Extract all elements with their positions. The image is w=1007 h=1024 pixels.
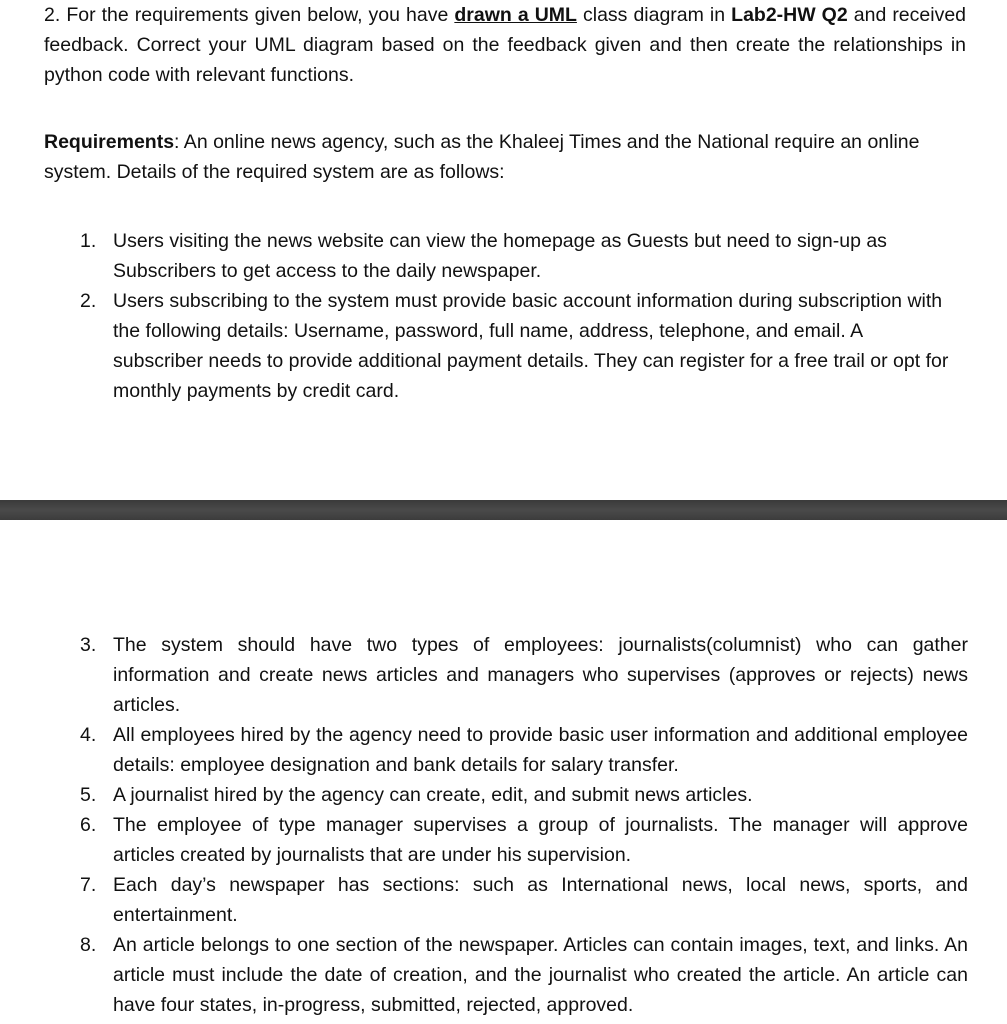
question-number: 2.	[44, 4, 61, 26]
question-intro-start: For the requirements given below, you have	[66, 4, 449, 26]
list-item	[0, 870, 968, 930]
item-text: The employee of type manager supervises a group of journalists. The manager will approve articles created by journalists that are under his supervision.	[113, 814, 968, 866]
item-number: 5.	[80, 784, 97, 806]
item-number: 3.	[80, 634, 97, 656]
requirements-list-part-2	[0, 630, 968, 1020]
list-item	[0, 720, 968, 780]
item-number: 1.	[80, 230, 97, 252]
item-number: 2.	[80, 290, 97, 312]
item-text: All employees hired by the agency need to provide basic user information and additional employee details: employee designation and bank details for salary transfer.	[113, 724, 968, 776]
question-paragraph	[44, 1, 966, 90]
uml-link-text: drawn a UML	[454, 4, 577, 26]
item-text: A journalist hired by the agency can create, edit, and submit news articles.	[113, 784, 753, 806]
requirements-text: : An online news agency, such as the Khaleej Times and the National require an online system. Details of the required system are as follows:	[44, 131, 920, 183]
question-intro-end: and received feedback. Correct your UML diagram based on the feedback given and then create the relationships in python code with relevant functions.	[44, 4, 967, 86]
item-number: 8.	[80, 934, 97, 956]
list-item	[0, 930, 968, 1020]
item-text: The system should have two types of employees: journalists(columnist) who can gather information and create news articles and managers who supervises (approves or rejects) news articles.	[113, 634, 968, 716]
item-number: 6.	[80, 814, 97, 836]
list-item	[0, 630, 968, 720]
list-item	[0, 286, 950, 406]
requirements-label: Requirements	[44, 131, 175, 153]
item-text: Users subscribing to the system must provide basic account information during subscription with the following details: Username, password, full name, address, telephone, and email. A subscriber needs to provide additional payment details. They can register for a free trail or opt for monthly payments by credit card.	[113, 290, 949, 402]
list-item	[0, 810, 968, 870]
item-text: Each day’s newspaper has sections: such as International news, local news, sports, and entertainment.	[113, 874, 968, 926]
item-text: An article belongs to one section of the newspaper. Articles can contain images, text, and links. An article must include the date of creation, and the journalist who created the article. An article can have four states, in-progress, submitted, rejected, approved.	[113, 934, 968, 1016]
requirements-paragraph	[44, 128, 944, 188]
question-intro-mid: class diagram in	[582, 4, 726, 26]
document-page-top	[0, 0, 1007, 500]
lab-reference: Lab2-HW Q2	[731, 4, 848, 26]
item-number: 7.	[80, 874, 97, 896]
list-item	[0, 780, 968, 810]
item-text: Users visiting the news website can view the homepage as Guests but need to sign-up as Subscribers to get access to the daily newspaper.	[113, 230, 887, 282]
page-separator	[0, 500, 1007, 520]
item-number: 4.	[80, 724, 97, 746]
list-item	[0, 226, 950, 286]
requirements-list-part-1	[0, 226, 950, 406]
